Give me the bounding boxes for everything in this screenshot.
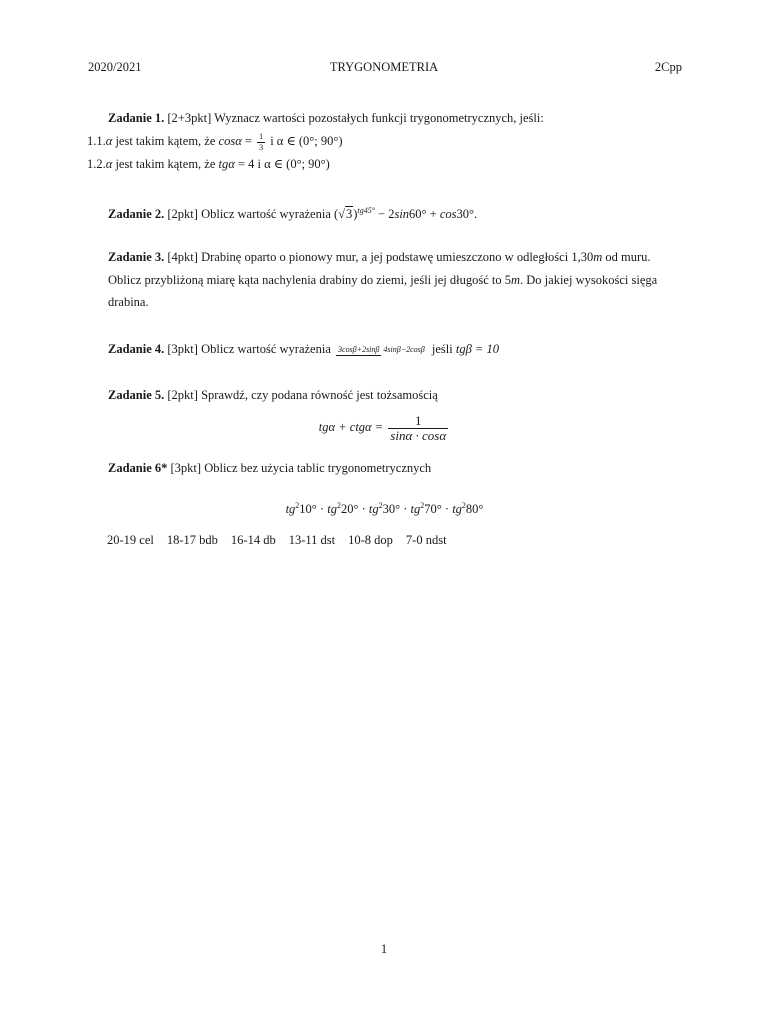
grade-item: 16-14 db <box>230 533 276 547</box>
task-2-expression: $(√3)^{tg45^\circ} - 2\sin 60^\circ + \cos 30^\circ$. <box>334 206 478 222</box>
header-year: 2020/2021 <box>88 60 142 74</box>
task-4 <box>88 338 681 361</box>
page-number: 1 <box>380 942 388 956</box>
grade-item: 13-11 dst <box>288 533 336 547</box>
grade-item: 18-17 bdb <box>166 533 218 547</box>
grade-item: 20-19 cel <box>107 533 154 547</box>
task-3 <box>88 246 681 314</box>
grade-item: 10-8 dop <box>348 533 393 547</box>
task-5 <box>88 384 681 442</box>
task-5-fraction: $\frac{1}{\sin\alpha \cdot \cos\alpha}$ <box>390 413 447 443</box>
task-5-title: Zadanie 5. <box>108 388 165 402</box>
header-title: TRYGONOMETRIA <box>329 60 439 74</box>
header-class: 2Cpp <box>654 60 682 74</box>
task-4-text: Oblicz wartość wyrażenia <box>201 342 331 356</box>
task-2-text: Oblicz wartość wyrażenia <box>201 207 331 222</box>
task-1-text: Wyznacz wartości pozostałych funkcji trygonometrycznych, jeśli: <box>214 111 544 125</box>
task-1-item-1: 1.1.α jest takim kątem, że cosα = $\frac{1}{3}$ i α ∈ (0°; 90°) <box>87 131 343 152</box>
task-3-text: Drabinę oparto o pionowy mur, a jej podstawę umieszczono w odległości 1,30m od muru. Oblicz przybliżoną miarę kąta nachylenia drabiny do ziemi, jeśli jej długość to 5m. Do jakiej wysokości sięga drabina. <box>108 250 658 309</box>
task-6-points: [3pkt] <box>170 461 202 475</box>
grading-scale <box>107 529 700 552</box>
task-1-title: Zadanie 1. <box>108 111 165 125</box>
task-6-title: Zadanie 6* <box>108 461 168 475</box>
task-3-title: Zadanie 3. <box>108 250 165 264</box>
task-4-title: Zadanie 4. <box>108 342 165 356</box>
grade-item: 7-0 ndst <box>405 533 447 547</box>
task-6 <box>88 457 681 521</box>
task-2-title: Zadanie 2. <box>108 207 165 222</box>
task-4-fraction: 3cosβ+2sinβ 4sinβ−2cosβ <box>338 345 425 355</box>
task-2-points: [2pkt] <box>167 207 198 222</box>
task-1-points: [2+3pkt] <box>167 111 212 125</box>
task-6-text: Oblicz bez użycia tablic trygonometrycznych <box>204 461 432 475</box>
task-6-expression: $tg^210^\circ \cdot tg^220^\circ \cdot tg^230^\circ \cdot tg^270^\circ \cdot tg^280^\circ$ <box>285 501 484 517</box>
task-3-points: [4pkt] <box>167 250 198 264</box>
task-5-equation: tgα + ctgα = $\frac{1}{\sin\alpha \cdot \cos\alpha}$ <box>318 413 447 443</box>
task-2 <box>88 199 681 226</box>
task-1 <box>88 107 681 176</box>
task-4-points: [3pkt] <box>167 342 198 356</box>
task-5-text: Sprawdź, czy podana równość jest tożsamością <box>201 388 438 402</box>
task-1-item-2: 1.2.α jest takim kątem, że tgα = 4 i α ∈ (0°; 90°) <box>87 157 330 171</box>
task-4-condition: tgβ = 10 <box>455 342 499 356</box>
fraction: $\frac{1}{3}$ <box>259 131 264 152</box>
task-4-cond-text: jeśli <box>431 342 453 356</box>
task-5-points: [2pkt] <box>167 388 198 402</box>
